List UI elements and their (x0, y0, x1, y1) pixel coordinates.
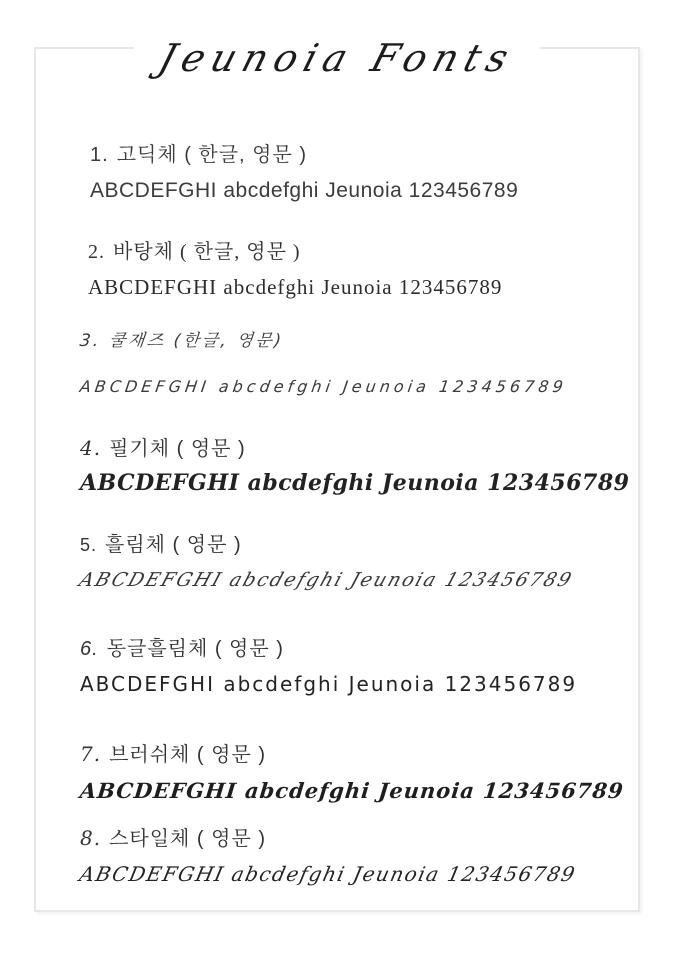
font-name: 쿨재즈 (한글, 영문) (107, 331, 285, 351)
font-number: 5. (80, 535, 98, 555)
font-sample-section-stylish (77, 822, 579, 886)
sheet-title: Jeunoia Fonts (153, 36, 521, 80)
font-name: 바탕체 ( 한글, 영문 ) (113, 241, 301, 263)
font-sample-section-gothic (90, 138, 518, 203)
font-label (80, 738, 624, 767)
font-sample-section-script (80, 432, 629, 496)
font-label (80, 528, 572, 557)
font-name: 필기체 ( 영문 ) (109, 438, 246, 460)
font-sample-text: ABCDEFGHI abcdefghi Jeunoia 123456789 (76, 569, 576, 591)
font-number: 2. (88, 241, 105, 263)
font-label (80, 432, 629, 461)
font-sample-text: ABCDEFGHI abcdefghi Jeunoia 123456789 (78, 377, 569, 396)
font-number: 7. (80, 742, 102, 766)
font-number: 8. (80, 826, 102, 850)
specimen-sheet (34, 36, 640, 912)
font-name: 흘림체 ( 영문 ) (105, 534, 242, 556)
font-number: 3. (78, 331, 103, 351)
font-sample-section-batang (88, 235, 502, 300)
font-number: 1. (90, 144, 109, 166)
font-name: 동글흘림체 ( 영문 ) (106, 638, 284, 660)
font-label (80, 632, 577, 661)
font-sample-text: ABCDEFGHI abcdefghi Jeunoia 123456789 (88, 275, 503, 299)
font-number: 6. (80, 638, 99, 660)
font-sample-text: ABCDEFGHI abcdefghi Jeunoia 123456789 (90, 179, 519, 202)
font-label (79, 326, 568, 351)
font-name: 고딕체 ( 한글, 영문 ) (116, 144, 308, 166)
sheet-title-wrap (134, 19, 540, 97)
font-sample-text: ABCDEFGHI abcdefghi Jeunoia 123456789 (80, 672, 578, 696)
font-label (90, 138, 518, 167)
font-sample-section-round (80, 632, 577, 696)
font-label (88, 235, 502, 264)
font-sample-section-cooljazz (80, 326, 567, 396)
font-sample-text: ABCDEFGHI abcdefghi Jeunoia 123456789 (78, 778, 626, 803)
font-name: 브러쉬체 ( 영문 ) (109, 744, 267, 766)
font-sample-text: ABCDEFGHI abcdefghi Jeunoia 123456789 (77, 862, 579, 886)
font-name: 스타일체 ( 영문 ) (109, 828, 267, 850)
font-number: 4. (80, 436, 102, 460)
font-sample-section-cursive (76, 528, 576, 591)
font-label (80, 822, 576, 851)
font-sample-text: ABCDEFGHI abcdefghi Jeunoia 123456789 (80, 470, 630, 496)
font-sample-section-brush (80, 738, 624, 803)
